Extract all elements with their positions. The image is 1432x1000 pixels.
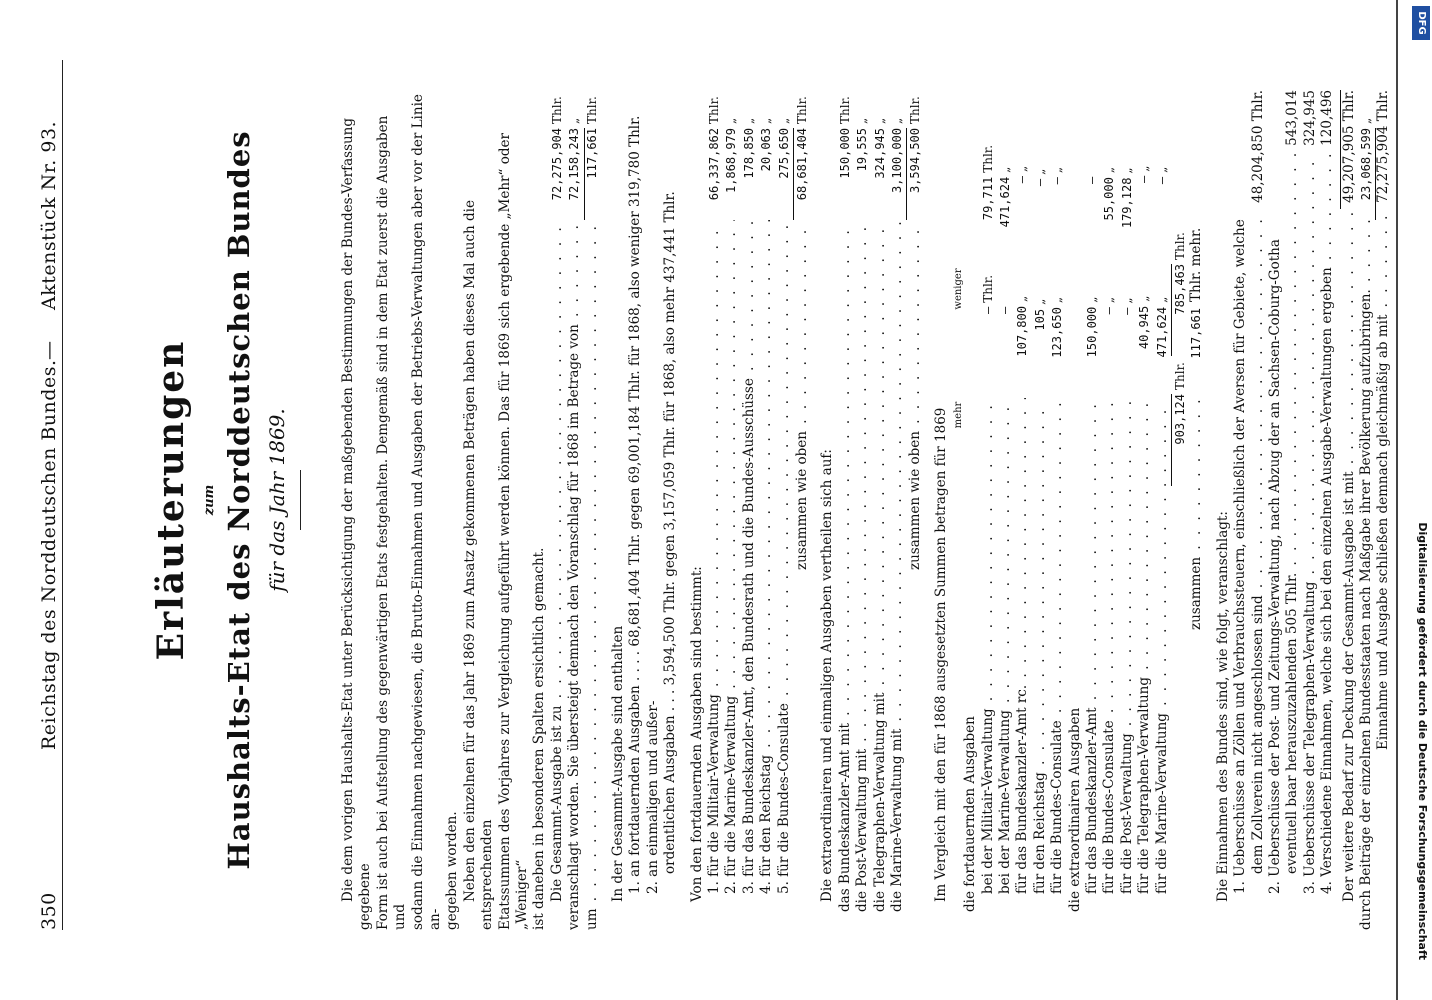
table-row [1136,90,1153,930]
weniger-unit: „ [1137,165,1152,172]
vergleich-sum-weniger: 785,463 [1171,264,1189,356]
item-value: 120,496 [1319,90,1336,146]
fortdauernd-intro: Von den fortdauernden Ausgaben sind bestimmt: [688,566,705,902]
body-text: Die dem vorigen Haushalts-Etat unter Berücksichtigung der maßgebenden Bestimmungen der Bundes-Verfassung gegebene Form ist auch bei Aufstellung des gegenwärtigen Etats festgehalten. Demgemäß sind in dem Etat zuerst die Ausgaben und sodann die Einnahmen nachgewiesen, die Brutto-Einnahmen und Ausgaben der Betriebs-Verwaltungen aber vor der Linie an- gegeben worden. Neben den einzelnen für das Jahr 1869 zum Ansatz gekommenen Beträgen haben dieses Mal auch die entsprechenden Etatssummen des Vorjahres zur Vergleichung aufgeführt werden können. Das für 1869 sich ergebende „Mehr“ oder „Weniger“ ist daneben in besonderen Spalten ersichtlich gemacht. Die Gesammt-Ausgabe ist zu . . . 72,275,904 Thlr. veranschlagt worden. Sie übersteigt demnach den Voranschlag für 1868 im Betrage von . . . 72,158,243 „ um . . . 117,661 Thlr. In der Gesammt-Ausgabe sind enthalten 1. an fortdauernden Ausgaben . . . . 68,681,404 Thlr. gegen 69,001,184 Thlr. für 1868, also weniger 319,780 Thlr. 2. an einmaligen und außer- ordentlichen Ausgaben . . . 3,594,500 Thlr. gegen 3,157,059 Thlr. für 1868, also mehr 437,441 Thlr. Von den fortdauernden Ausgaben sind bestimmt: 1. für die Militair-Verwaltung . . . 66,337,862 Thlr. 2. für die Marine-Verwaltung . . . 1,868,979 „ 3. für das Bundeskanzler-Amt, den Bundesrath und die Bundes-Ausschüsse . . . 178,850 „ 4. für den Reichstag . . . 20,063 „ 5. für die Bundes-Consulate . . . 275,650 „ zusammen wie oben . . . 68,681,404 Thlr. Die extraordinairen und einmaligen Ausgaben vertheilen sich auf: das Bundeskanzler-Amt mit . . . 150,000 Thlr. die Post-Verwaltung mit . . . 19,555 „ die Telegraphen-Verwaltung mit . . . 324,945 „ die Marine-Verwaltung mit . . . 3,100,000 „ zusammen wie oben . . . 3,594,500 Thlr. Im Vergleich mit den für 1868 ausgesetzten Summen betragen für 1869 mehr weniger die fortdauernden Ausgaben bei der Militair-Verwaltung . . . — Thlr. 79,711 Thlr. bei der Marine-Verwaltung . . . — 471,624 „ für das Bundeskanzler-Amt rc. . . . 107,800 „ — „ für den Reichstag . . . 105 „ — „ für die Bundes-Consulate . . . 123,650 „ — „ die extraordinairen Ausgaben für das Bundeskanzler-Amt . . . 150,000 „ — für die Bundes-Consulate . . . — „ 55,000 „ für die Post-Verwaltung . . . — „ 179,128 „ für die Telegraphen-Verwaltung . . . 40,945 „ — „ für die Marine-Verwaltung . . . 471,624 „ — „ 903,124 Thlr. 785,463 Thlr. zusammen . . . 117,661 Thlr. mehr. Die Einnahmen des Bundes sind, wie folgt, veranschlagt: 1. Ueberschüsse an Zöllen und Verbrauchssteuern, einschließlich der Aversen für Gebiete, welche dem Zollverein nicht angeschlossen sind . . . 48,204,850 Thlr. 2. Ueberschüsse der Post- und Zeitungs-Verwaltung, nach Abzug der an Sachsen-Coburg-Gotha eventuell baar herauszuzahlenden 505 Thlr. . . . 543,014 3. Ueberschüsse der Telegraphen-Verwaltung . . . 324,945 4. Verschiedene Einnahmen, welche sich bei den einzelnen Ausgabe-Verwaltungen ergeben . . . 120,496 Der weitere Bedarf zur Deckung der Gesammt-Ausgabe ist mit . . . 49,207,905 Thlr. durch Beiträge der einzelnen Bundesstaaten nach Maßgabe ihrer Bevölkerung aufzubringen. . . . 23,068,599 „ Einnahme und Ausgabe schließen demnach gleichmäßig ab mit . . . 72,275,904 Thlr. [340,90,1393,930]
intro-line: sodann die Einnahmen nachgewiesen, die Brutto-Einnahmen und Ausgaben der Betriebs-Verwaltungen aber vor der Linie an- [409,94,444,930]
mehr-value: 471,624 [1154,306,1169,358]
intro-line: gegeben worden. [444,811,461,930]
einnahmen-list [1232,90,1336,930]
enthalten-fort-value: 68,681,404 Thlr. gegen 69,001,184 Thlr. für 1868, also weniger 319,780 Thlr. [627,115,644,647]
page-number: 350 [38,892,60,930]
item-value: 3,100,000 [890,128,904,194]
enthalten-einmal-value: 3,594,500 Thlr. gegen 3,157,059 Thlr. für 1868, also mehr 437,441 Thlr. [662,191,679,686]
mehr-value: 40,945 [1137,305,1152,350]
item-label [758,220,775,930]
fortdauernd-total-label: zusammen wie oben . . . [794,220,811,930]
weniger-value: 79,711 [980,176,995,221]
table-row [1101,90,1118,930]
item-text: für die Marine-Verwaltung [723,695,740,877]
einmalig-intro: Die extraordinairen und einmaligen Ausgaben vertheilen sich auf: [819,449,836,902]
item-label [1319,152,1336,930]
weniger-value: — [1050,177,1065,185]
gesamt-diff-label: um . . . [584,220,601,930]
table-row [1119,90,1136,930]
vergleich-intro: Im Vergleich mit den für 1868 ausgesetzten Summen betragen für 1869 [932,407,949,902]
item-label: die Marine-Verwaltung mit . . . [889,220,906,930]
row-label: für die Marine-Verwaltung . . . [1154,399,1171,930]
mehr-value: 105 [1032,308,1047,331]
table-row [1032,90,1049,930]
item-text: für die Militair-Verwaltung [706,694,723,877]
item-text: Verschiedene Einnahmen, welche sich bei den einzelnen Ausgabe-Verwaltungen ergeben [1319,267,1336,877]
weniger-unit: Thlr. [980,144,995,173]
title-zum: zum [202,484,217,516]
item-unit: „ [776,117,791,124]
item-label [776,220,793,930]
item-value: 150,000 [837,128,852,179]
item-number: 5. [775,881,792,894]
intro-line: Die dem vorigen Haushalts-Etat unter Berücksichtigung der maßgebenden Bestimmungen der Bundes-Verfassung gegebene [340,117,374,930]
row-label: bei der Marine-Verwaltung . . . [997,399,1014,930]
table-row [1014,90,1031,930]
row-label: für die Post-Verwaltung . . . [1119,400,1136,930]
mehr-value: 107,800 [1015,306,1030,357]
item-value: 178,850 [741,128,756,179]
table-row [1084,90,1101,930]
bedarf-line-a: Der weitere Bedarf zur Deckung der Gesammt-Ausgabe ist mit . . . [1341,209,1358,930]
item-value: 543,014 [1284,90,1301,146]
col-weniger: weniger [953,268,965,310]
title-rule [300,470,301,530]
list-item [776,90,793,930]
gesamt-value: 72,275,904 [549,128,564,201]
list-item [1302,90,1319,930]
list-item [706,90,723,930]
einnahmen-intro: Die Einnahmen des Bundes sind, wie folgt, veranschlagt: [1214,511,1231,902]
weniger-unit: „ [997,166,1012,173]
publication-title: Reichstag des Norddeutschen Bundes. [38,359,60,750]
weniger-value: — [1015,176,1030,184]
item-unit: Thlr. [837,96,852,124]
intro-line: Etatssummen des Vorjahres zur Vergleichung aufgeführt werden können. Das für 1869 sich ergebende „Mehr“ oder „Weniger“ [496,133,531,930]
item-value: 48,204,850 Thlr. [1249,90,1266,203]
einmalig-total: 3,594,500 [906,128,924,220]
mehr-unit: „ [1084,296,1099,303]
row-label: für die Telegraphen-Verwaltung . . . [1136,398,1153,930]
weniger-unit: „ [1119,167,1134,174]
list-item [1250,90,1267,930]
mehr-value: — [1119,307,1134,315]
document-number: Aktenstück Nr. 93. [38,120,60,310]
weniger-value: — [1137,175,1152,183]
item-number: 2. [1266,881,1283,894]
intro-line: Form ist auch bei Aufstellung des gegenwärtigen Etats festgehalten. Demgemäß sind in dem Etat zuerst die Ausgaben und [374,115,409,930]
weniger-value: — [1084,176,1099,184]
item-unit: „ [872,117,887,124]
item-number: 4. [758,881,775,894]
bedarf-value1: 49,207,905 Thlr. [1340,90,1358,209]
item-number: 2. [723,881,740,894]
gesamt-compare-label: veranschlagt worden. Sie übersteigt demnach den Voranschlag für 1868 im Betrage von . . . [566,220,583,930]
col-mehr: mehr [953,401,965,429]
item-label: das Bundeskanzler-Amt mit . . . [837,220,854,930]
mehr-value: — [980,306,995,314]
weniger-value: — [1032,178,1047,187]
item-unit: „ [890,117,904,124]
vergleich-zus-value: 117,661 [1189,308,1204,359]
page-edge [1396,0,1398,1000]
item-line-a [1267,90,1284,930]
dfg-logo: DFG [1412,6,1430,40]
mehr-value: — [1102,307,1117,315]
item-text: Ueberschüsse der Telegraphen-Verwaltung [1301,581,1318,877]
row-label: für die Bundes-Consulate . . . [1101,399,1118,930]
row-label: für den Reichstag . . . [1032,401,1049,930]
list-item [854,90,871,930]
item-text: Ueberschüsse an Zöllen und Verbrauchssteuern, einschließlich der Aversen für Gebiete, welche [1232,219,1249,877]
title-year: für das Jahr 1869. [265,408,289,592]
item-value: 20,063 [759,128,774,172]
list-item [837,90,854,930]
item-number: 4. [1319,881,1336,894]
weniger-value: 55,000 [1102,177,1117,221]
gesamt-1868-value: 72,158,243 [566,128,584,220]
table-row [1154,90,1171,930]
title-subject: Haushalts-Etat des Norddeutschen Bundes [222,130,256,870]
mehr-unit: „ [1137,295,1152,302]
item-line-b: eventuell baar herauszuzahlenden 505 Thlr. . . . [1284,152,1301,930]
mehr-unit: Thlr. [980,274,995,303]
item-label [741,220,758,930]
item-number: 1. [706,881,723,894]
item-number: 1. [1232,881,1249,894]
vergleich-sum-mehr: 903,124 [1171,394,1189,486]
list-item [741,90,758,930]
item-label [1302,152,1319,930]
intro-line: Neben den einzelnen für das Jahr 1869 zum Ansatz gekommenen Beträgen haben dieses Mal auch die entsprechenden [461,200,496,930]
item-value: 19,555 [855,128,870,172]
item-unit: „ [724,117,739,124]
mehr-unit: „ [1050,296,1065,304]
bedarf-line-b: durch Beiträge der einzelnen Bundesstaaten nach Maßgabe ihrer Bevölkerung aufzubringen. . . . [1358,220,1375,930]
weniger-value: 471,624 [997,176,1012,228]
item-text: für das Bundeskanzler-Amt, den Bundesrath und die Bundes-Ausschüsse [740,378,757,877]
vergleich-extra-label: die extraordinairen Ausgaben [1066,707,1083,912]
weniger-unit: „ [1102,166,1117,174]
vergleich-zus-label: zusammen . . . [1188,400,1205,930]
item-value: 275,650 [776,128,791,179]
header-rule [62,60,63,930]
item-value: 1,868,979 [724,128,739,194]
item-unit: „ [759,117,774,124]
table-row [980,90,997,930]
list-item [1319,90,1336,930]
row-label: für das Bundeskanzler-Amt . . . [1084,399,1101,930]
weniger-unit: „ [1154,166,1169,173]
schluss-value: 72,275,904 Thlr. [1375,90,1392,203]
item-unit: Thlr. [707,96,722,124]
header-dash: — [38,340,60,360]
item-text: Ueberschüsse der Post- und Zeitungs-Verwaltung, nach Abzug der an Sachsen-Coburg-Gotha [1266,239,1283,877]
mehr-value: — [997,306,1012,315]
fortdauernd-total: 68,681,404 [793,128,811,220]
row-label: für die Bundes-Consulate . . . [1049,399,1066,930]
mehr-unit: „ [1119,297,1134,304]
vergleich-fort-label: die fortdauernden Ausgaben [962,716,979,912]
table-row [997,90,1014,930]
weniger-unit: „ [1050,166,1065,174]
mehr-value: 150,000 [1084,306,1099,358]
fortdauernd-list [706,90,793,930]
gesamt-diff-value: 117,661 [584,128,599,179]
enthalten-intro: In der Gesammt-Ausgabe sind enthalten [610,625,627,902]
vergleich-fort-list [980,90,1067,930]
item-line-a [1232,90,1249,930]
einmalig-total-label: zusammen wie oben . . . [907,220,924,930]
item-number: 3. [1301,881,1318,894]
vergleich-extra-list [1084,90,1171,930]
mehr-unit: „ [1032,298,1047,305]
schluss-label: Einnahme und Ausgabe schließen demnach gleichmäßig ab mit . . . [1375,209,1392,930]
list-item [1284,90,1301,930]
item-label: die Post-Verwaltung mit . . . [854,220,871,930]
row-label: bei der Militair-Verwaltung . . . [980,399,997,930]
item-label [706,220,723,930]
item-label: die Telegraphen-Verwaltung mit . . . [872,220,889,930]
item-value: 324,945 [1301,90,1318,146]
item-label [723,220,740,930]
digitization-note: Digitalisierung gefördert durch die Deutsche Forschungsgemeinschaft [1416,522,1429,960]
item-text: für den Reichstag [758,754,775,877]
mehr-unit: „ [1154,296,1169,303]
page-title: Erläuterungen [150,339,192,661]
list-item [723,90,740,930]
list-item [889,90,906,930]
weniger-unit: „ [1015,165,1030,173]
list-item [872,90,889,930]
item-unit: „ [741,117,756,124]
list-item [758,90,775,930]
table-row [1049,90,1066,930]
einmalig-list [837,90,907,930]
mehr-unit: „ [1102,296,1117,304]
gesamt-label: Die Gesammt-Ausgabe ist zu . . . [549,220,566,930]
weniger-value: 179,128 [1119,177,1134,229]
bedarf-value2: 23,068,599 [1358,128,1376,220]
intro-line: ist daneben in besonderen Spalten ersichtlich gemacht. [531,547,548,930]
item-value: 324,945 [872,128,887,179]
item-unit: „ [855,117,870,124]
item-text: für die Bundes-Consulate [775,703,792,877]
item-value: 66,337,862 [707,128,722,201]
row-label: für das Bundeskanzler-Amt rc. . . . [1014,398,1031,930]
weniger-unit: „ [1032,168,1047,175]
item-number: 3. [740,881,757,894]
weniger-value: — [1154,176,1169,185]
item-line-b: dem Zollverein nicht angeschlossen sind . . . [1250,209,1267,930]
mehr-value: 123,650 [1050,307,1065,358]
mehr-unit: „ [1015,295,1030,303]
